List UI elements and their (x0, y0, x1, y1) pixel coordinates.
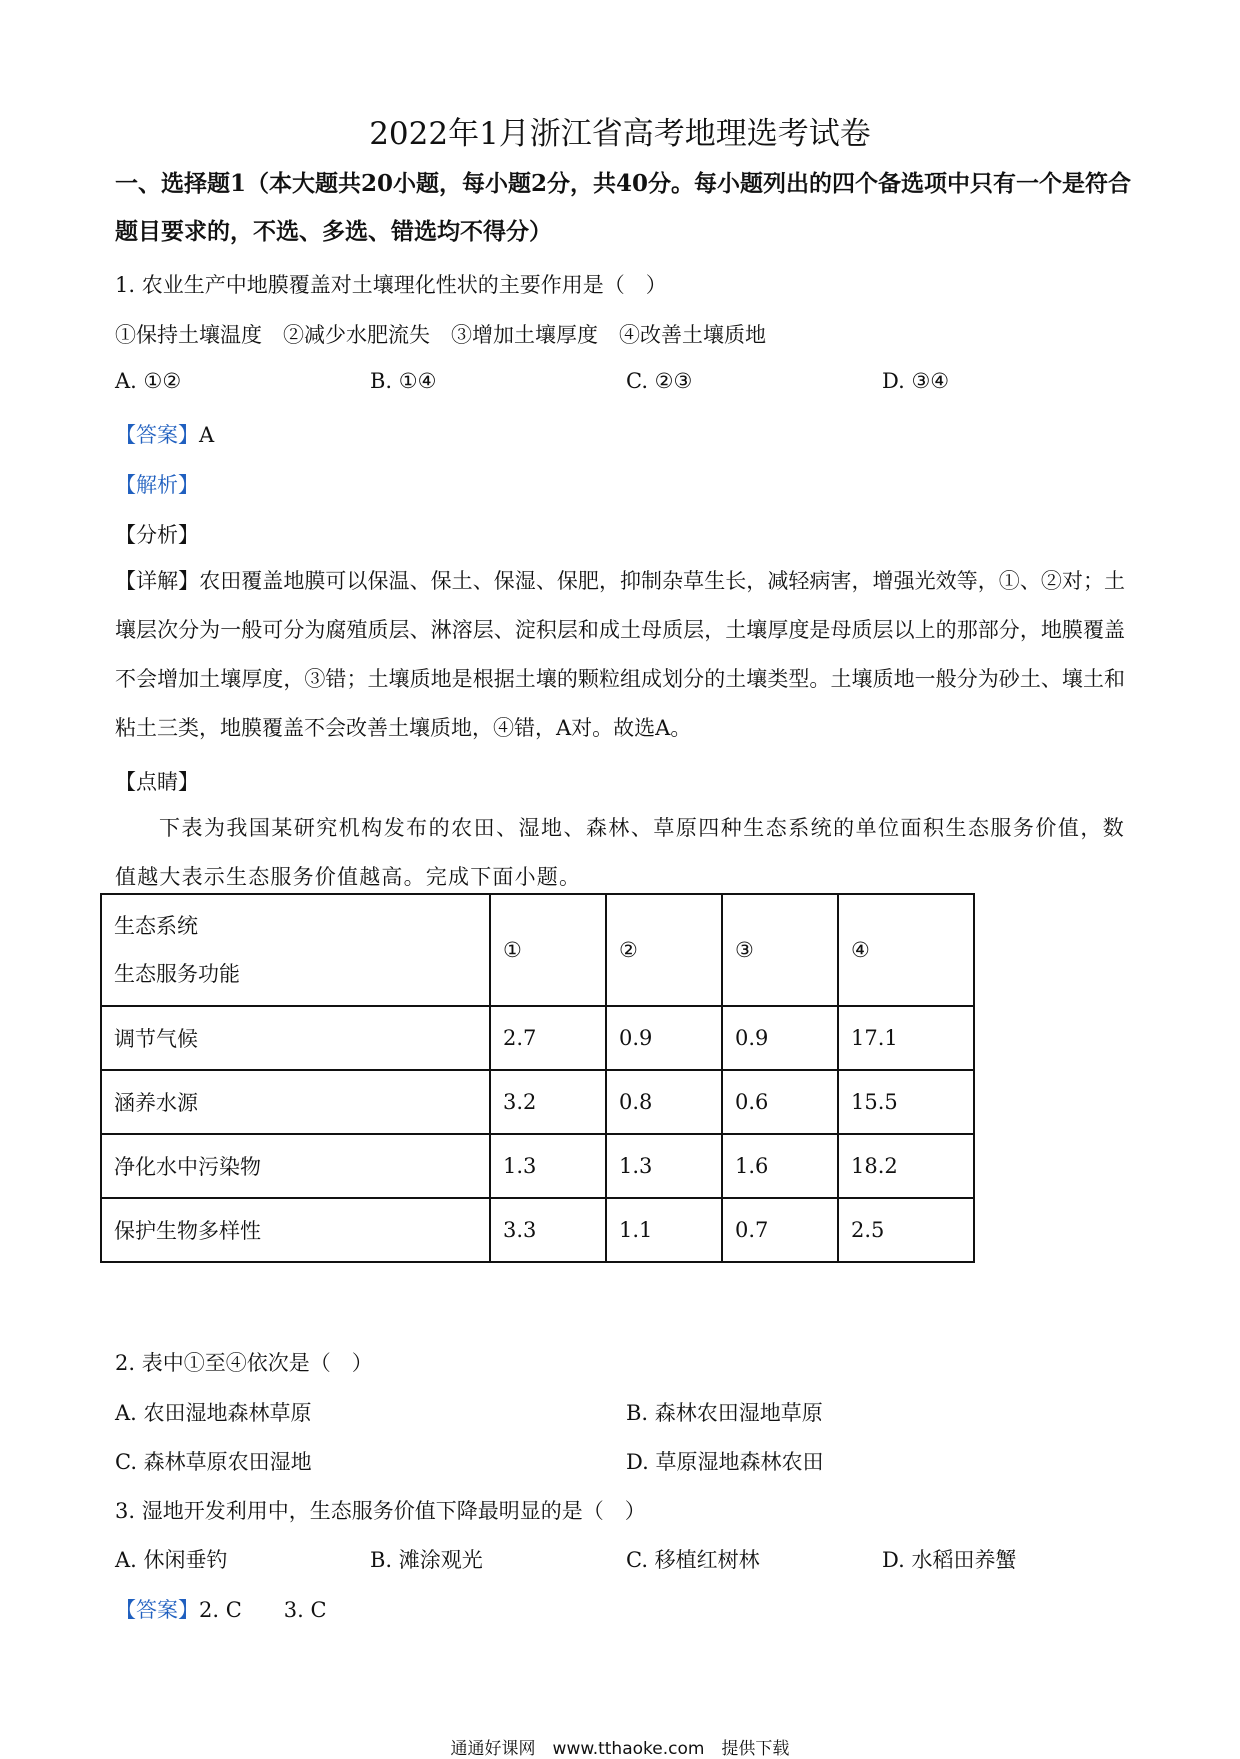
q1-stem: 1. 农业生产中地膜覆盖对土壤理化性状的主要作用是（ ） (115, 273, 667, 297)
table-cell: 3.3 (490, 1198, 606, 1262)
q2-option-b: B. 森林农田湿地草原 (626, 1401, 823, 1425)
q1-option-d: D. ③④ (882, 369, 950, 393)
table-cell: 1.3 (490, 1134, 606, 1198)
q1-items: ①保持土壤温度 ②减少水肥流失 ③增加土壤厚度 ④改善土壤质地 (115, 323, 766, 347)
table-cell: 2.5 (838, 1198, 974, 1262)
dianjing-label: 【点睛】 (115, 770, 199, 794)
q3-stem: 3. 湿地开发利用中，生态服务价值下降最明显的是（ ） (115, 1499, 646, 1523)
table-cell: 0.6 (722, 1070, 838, 1134)
q1-answer (115, 419, 214, 449)
answer-label: 【答案】 (115, 423, 199, 447)
table-cell: 0.9 (722, 1006, 838, 1070)
q1-detail: 【详解】农田覆盖地膜可以保温、保土、保湿、保肥，抑制杂草生长，减轻病害，增强光效等，①、②对；土壤层次分为一般可分为腐殖质层、淋溶层、淀积层和成土母质层，土壤厚度是母质层以上的那部分，地膜覆盖不会增加土壤厚度，③错；土壤质地是根据土壤的颗粒组成划分的土壤类型。土壤质地一般分为砂土、壤土和粘土三类，地膜覆盖不会改善土壤质地，④错，A对。故选A。 (115, 569, 1125, 740)
page-title: 2022年1月浙江省高考地理选考试卷 (369, 116, 871, 152)
header-ecosystem: 生态系统 (114, 914, 198, 938)
table-row (101, 1070, 974, 1134)
ecosystem-service-table (100, 893, 975, 1263)
table-header-row (101, 894, 974, 1006)
table-row (101, 1198, 974, 1262)
q3-option-a: A. 休闲垂钓 (115, 1548, 228, 1572)
table-intro: 下表为我国某研究机构发布的农田、湿地、森林、草原四种生态系统的单位面积生态服务价值，数值越大表示生态服务价值越高。完成下面小题。 (115, 816, 1125, 889)
table-cell: 17.1 (838, 1006, 974, 1070)
table-cell: 0.7 (722, 1198, 838, 1262)
column-header: ① (490, 894, 606, 1006)
q3-option-d: D. 水稻田养蟹 (882, 1548, 1017, 1572)
column-header: ② (606, 894, 722, 1006)
q2-option-a: A. 农田湿地森林草原 (115, 1401, 312, 1425)
q2-option-c: C. 森林草原农田湿地 (115, 1450, 312, 1474)
fenxi-label: 【分析】 (115, 523, 199, 547)
q1-option-c: C. ②③ (626, 369, 693, 393)
row-label: 净化水中污染物 (101, 1134, 490, 1198)
answer-value: A (199, 423, 215, 447)
table-cell: 0.8 (606, 1070, 722, 1134)
table-header-corner (101, 894, 490, 1006)
footer-source: 通通好课网 www.tthaoke.com 提供下载 (450, 1739, 790, 1759)
q1-option-a: A. ①② (115, 369, 182, 393)
row-label: 涵养水源 (101, 1070, 490, 1134)
answer-values: 2. C 3. C (199, 1598, 327, 1622)
table-row (101, 1134, 974, 1198)
q23-answer (115, 1594, 327, 1624)
table-cell: 1.6 (722, 1134, 838, 1198)
q2-option-d: D. 草原湿地森林农田 (626, 1450, 824, 1474)
row-label: 保护生物多样性 (101, 1198, 490, 1262)
answer-label: 【答案】 (115, 1598, 199, 1622)
q3-option-b: B. 滩涂观光 (370, 1548, 483, 1572)
table-cell: 15.5 (838, 1070, 974, 1134)
table-cell: 1.3 (606, 1134, 722, 1198)
column-header: ④ (838, 894, 974, 1006)
q1-option-b: B. ①④ (370, 369, 437, 393)
column-header: ③ (722, 894, 838, 1006)
header-service-function: 生态服务功能 (114, 962, 240, 986)
q3-option-c: C. 移植红树林 (626, 1548, 760, 1572)
table-cell: 1.1 (606, 1198, 722, 1262)
analysis-label: 【解析】 (115, 473, 199, 497)
section-heading: 一、选择题1（本大题共20小题，每小题2分，共40分。每小题列出的四个备选项中只有一个是符合题目要求的，不选、多选、错选均不得分） (115, 170, 1132, 245)
row-label: 调节气候 (101, 1006, 490, 1070)
table-cell: 3.2 (490, 1070, 606, 1134)
table-row (101, 1006, 974, 1070)
table-cell: 2.7 (490, 1006, 606, 1070)
table-cell: 0.9 (606, 1006, 722, 1070)
table-cell: 18.2 (838, 1134, 974, 1198)
q2-stem: 2. 表中①至④依次是（ ） (115, 1351, 373, 1375)
